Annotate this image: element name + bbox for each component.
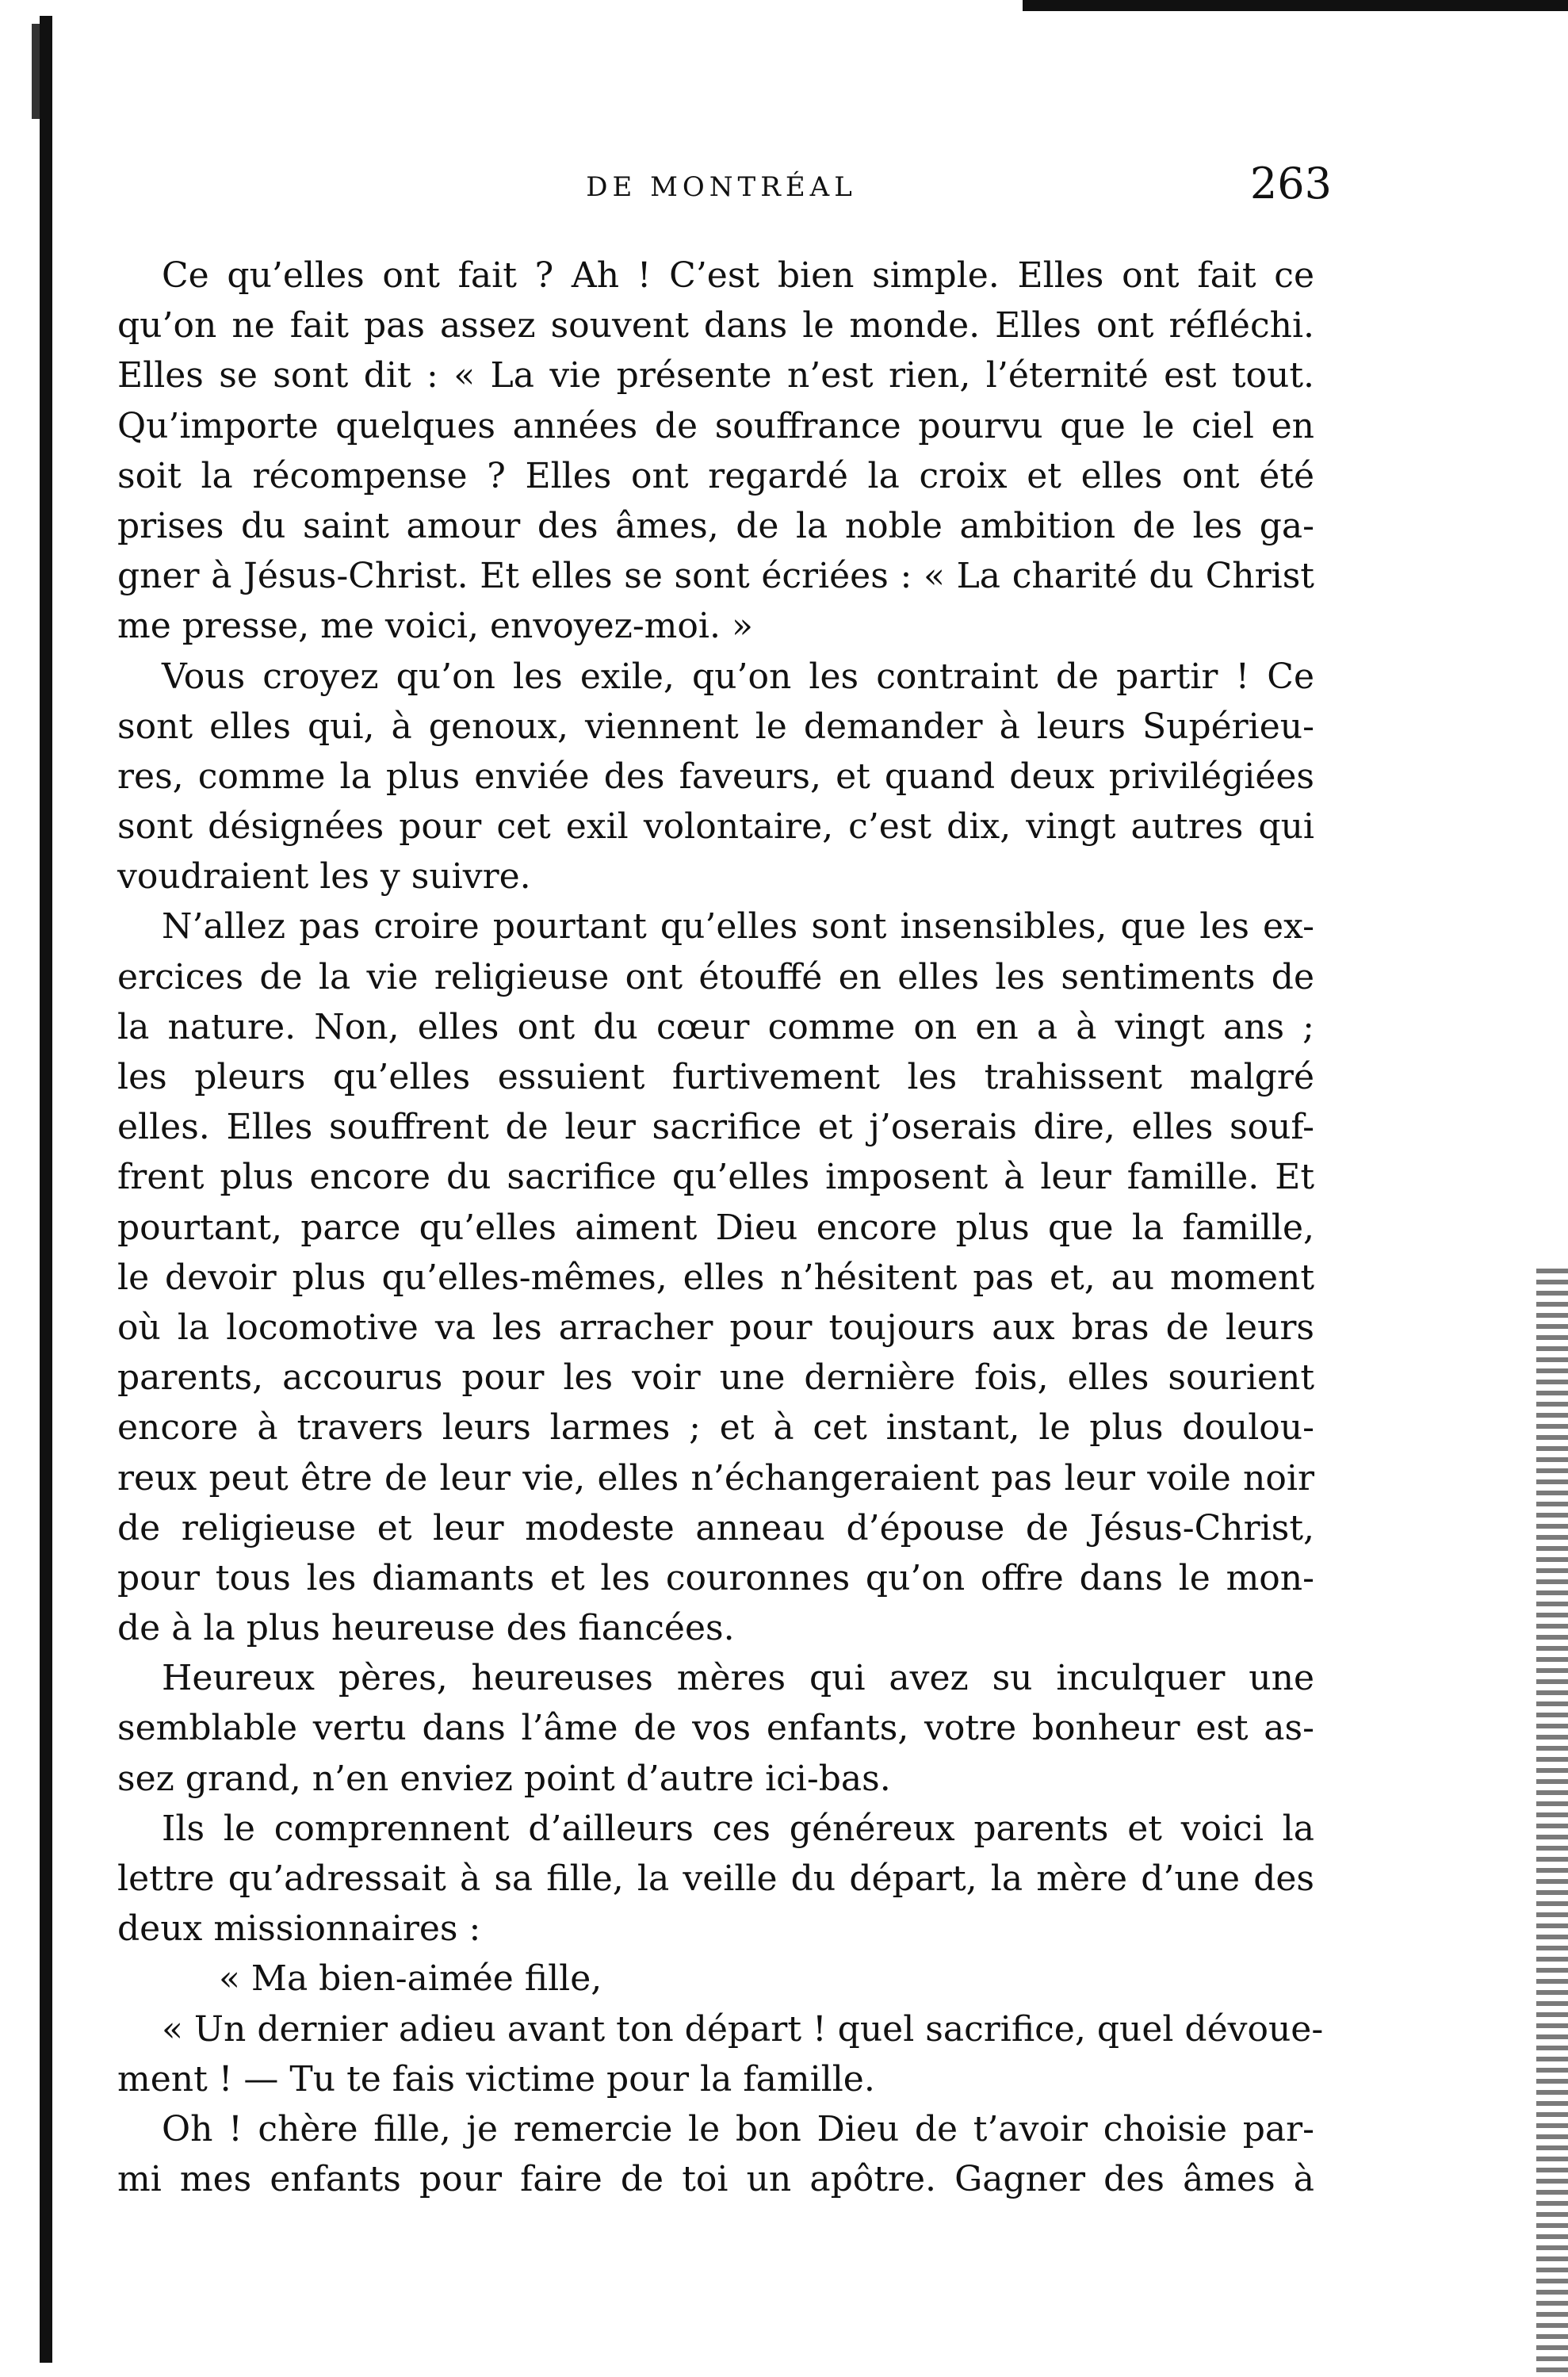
scan-border-left-top bbox=[32, 24, 40, 119]
text-line: res, comme la plus enviée des faveurs, et quand deux privilégiées bbox=[117, 756, 1314, 797]
body-text bbox=[117, 251, 1324, 2204]
text-line: voudraient les y suivre. bbox=[117, 856, 531, 898]
text-line: Elles se sont dit : « La vie présente n’est rien, l’éternité est tout. bbox=[117, 355, 1314, 396]
text-line: Heureux pères, heureuses mères qui avez su inculquer une bbox=[162, 1658, 1314, 1699]
text-line: Vous croyez qu’on les exile, qu’on les contraint de partir ! Ce bbox=[162, 656, 1314, 697]
letter-salutation: « Ma bien-aimée fille, bbox=[219, 1958, 602, 2000]
text-line: prises du saint amour des âmes, de la noble ambition de les ga- bbox=[117, 505, 1314, 546]
text-line: les pleurs qu’elles essuient furtivement les trahissent malgré bbox=[117, 1057, 1314, 1097]
text-line: ercices de la vie religieuse ont étouffé en elles les sentiments de bbox=[117, 956, 1314, 997]
text-line: encore à travers leurs larmes ; et à cet instant, le plus doulou- bbox=[117, 1407, 1314, 1449]
text-line: sez grand, n’en enviez point d’autre ici-bas. bbox=[117, 1758, 891, 1799]
text-line: qu’on ne fait pas assez souvent dans le monde. Elles ont réfléchi. bbox=[117, 305, 1314, 346]
text-line: reux peut être de leur vie, elles n’échangeraient pas leur voile noir bbox=[117, 1457, 1314, 1499]
text-line: soit la récompense ? Elles ont regardé la croix et elles ont été bbox=[117, 455, 1314, 496]
text-line: mi mes enfants pour faire de toi un apôtre. Gagner des âmes à bbox=[117, 2159, 1314, 2200]
text-line: de à la plus heureuse des fiancées. bbox=[117, 1608, 735, 1649]
text-line: deux missionnaires : bbox=[117, 1908, 481, 1950]
text-line: pourtant, parce qu’elles aiment Dieu encore plus que la famille, bbox=[117, 1207, 1314, 1248]
text-line: la nature. Non, elles ont du cœur comme on en a à vingt ans ; bbox=[117, 1006, 1314, 1047]
text-line: le devoir plus qu’elles-mêmes, elles n’hésitent pas et, au moment bbox=[117, 1257, 1314, 1298]
text-line: Ils le comprennent d’ailleurs ces généreux parents et voici la bbox=[162, 1808, 1314, 1849]
text-line: frent plus encore du sacrifice qu’elles imposent à leur famille. Et bbox=[117, 1157, 1314, 1198]
scan-border-left bbox=[40, 16, 52, 2363]
text-line: sont elles qui, à genoux, viennent le demander à leurs Supérieu- bbox=[117, 706, 1314, 747]
text-line: « Un dernier adieu avant ton départ ! quel sacrifice, quel dévoue- bbox=[162, 2008, 1324, 2050]
text-line: elles. Elles souffrent de leur sacrifice et j’oserais dire, elles souf- bbox=[117, 1107, 1314, 1148]
text-line: parents, accourus pour les voir une dernière fois, elles sourient bbox=[117, 1357, 1314, 1399]
text-line: ment ! — Tu te fais victime pour la famille. bbox=[117, 2058, 875, 2099]
text-line: semblable vertu dans l’âme de vos enfants, votre bonheur est as- bbox=[117, 1708, 1314, 1749]
scan-border-right bbox=[1536, 1269, 1568, 2377]
text-line: où la locomotive va les arracher pour toujours aux bras de leurs bbox=[117, 1307, 1314, 1348]
text-line: me presse, me voici, envoyez-moi. » bbox=[117, 606, 753, 647]
text-line: gner à Jésus-Christ. Et elles se sont écriées : « La charité du Christ bbox=[117, 556, 1314, 597]
text-line: Qu’importe quelques années de souffrance pourvu que le ciel en bbox=[117, 405, 1314, 446]
text-line: Oh ! chère fille, je remercie le bon Dieu de t’avoir choisie par- bbox=[162, 2108, 1314, 2149]
text-line: Ce qu’elles ont fait ? Ah ! C’est bien simple. Elles ont fait ce bbox=[162, 255, 1314, 296]
scan-border-top bbox=[1023, 0, 1568, 11]
text-line: lettre qu’adressait à sa fille, la veille du départ, la mère d’une des bbox=[117, 1858, 1314, 1899]
header-title: DE MONTRÉAL bbox=[586, 171, 857, 203]
text-line: de religieuse et leur modeste anneau d’épouse de Jésus-Christ, bbox=[117, 1507, 1314, 1548]
text-line: pour tous les diamants et les couronnes qu’on offre dans le mon- bbox=[117, 1557, 1314, 1598]
text-line: N’allez pas croire pourtant qu’elles sont insensibles, que les ex- bbox=[162, 906, 1314, 947]
text-line: sont désignées pour cet exil volontaire, c’est dix, vingt autres qui bbox=[117, 806, 1314, 848]
running-header bbox=[111, 159, 1332, 214]
page-number: 263 bbox=[1249, 159, 1332, 209]
